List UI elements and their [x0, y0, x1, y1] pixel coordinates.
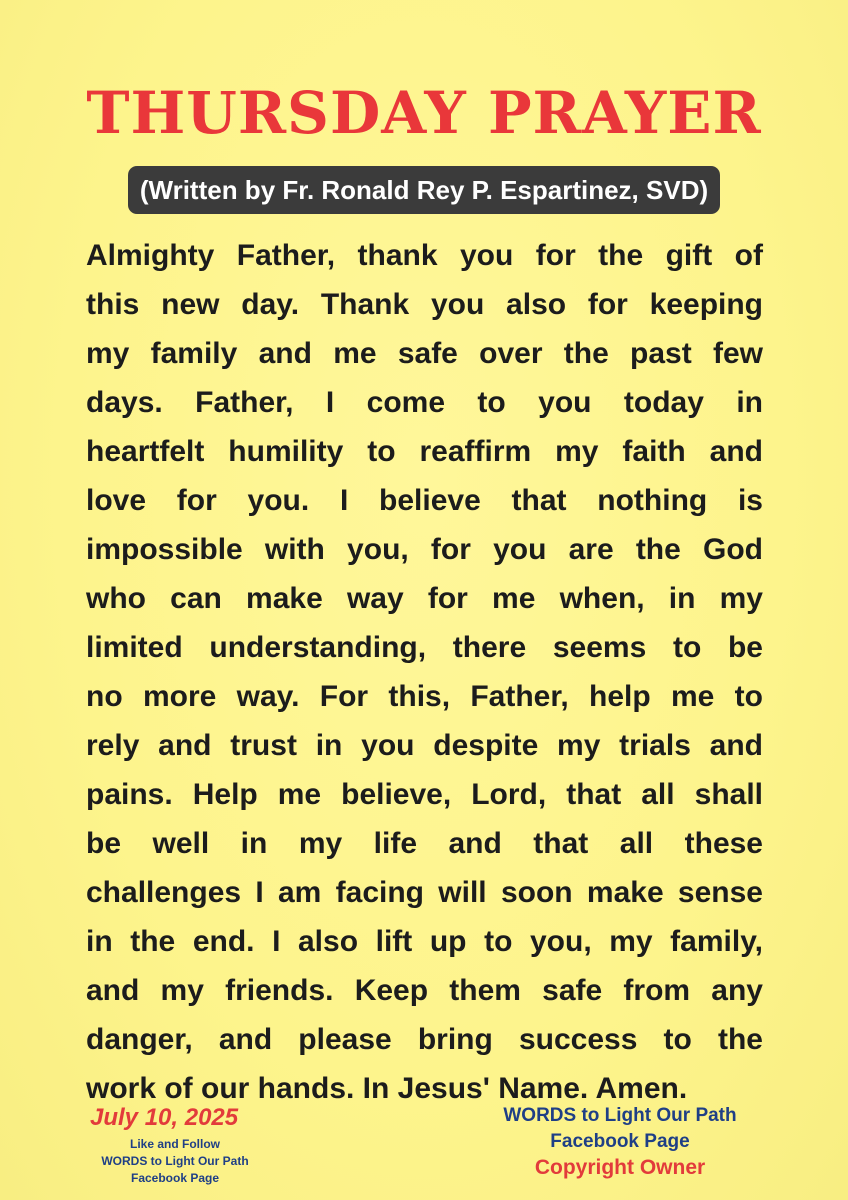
author-byline: (Written by Fr. Ronald Rey P. Espartinez, SVD) [128, 166, 720, 214]
prayer-line: pains. Help me believe, Lord, that all shall [86, 778, 763, 811]
prayer-line: Almighty Father, thank you for the gift of [86, 239, 763, 272]
prayer-line: limited understanding, there seems to be [86, 631, 763, 664]
prayer-line: in the end. I also lift up to you, my family, [86, 925, 763, 958]
prayer-line: my family and me safe over the past few [86, 337, 763, 370]
prayer-line: danger, and please bring success to the [86, 1023, 763, 1056]
prayer-line: no more way. For this, Father, help me to [86, 680, 763, 713]
follow-platform: Facebook Page [130, 1171, 220, 1185]
follow-page-name: WORDS to Light Our Path [101, 1154, 249, 1168]
prayer-line: impossible with you, for you are the God [86, 533, 763, 566]
copyright-block [470, 1103, 770, 1181]
prayer-line: heartfelt humility to reaffirm my faith and [86, 435, 763, 468]
prayer-line: work of our hands. In Jesus' Name. Amen. [86, 1072, 688, 1105]
owner-platform: Facebook Page [550, 1131, 690, 1152]
prayer-body [86, 231, 763, 1113]
prayer-line: this new day. Thank you also for keeping [86, 288, 763, 321]
prayer-line: challenges I am facing will soon make sense [86, 876, 763, 909]
copyright-label: Copyright Owner [534, 1156, 706, 1179]
prayer-line: be well in my life and that all these [86, 827, 763, 860]
follow-line: Like and Follow [129, 1137, 220, 1151]
owner-page-name: WORDS to Light Our Path [503, 1105, 737, 1126]
prayer-line: who can make way for me when, in my [86, 582, 763, 615]
byline-container [0, 166, 848, 214]
prayer-line: days. Father, I come to you today in [86, 386, 763, 419]
prayer-line: love for you. I believe that nothing is [86, 484, 763, 517]
date-label: July 10, 2025 [90, 1104, 239, 1131]
page-title: THURSDAY PRAYER [86, 79, 762, 147]
prayer-line: rely and trust in you despite my trials and [86, 729, 763, 762]
prayer-line: and my friends. Keep them safe from any [86, 974, 763, 1007]
follow-note [70, 1136, 280, 1187]
